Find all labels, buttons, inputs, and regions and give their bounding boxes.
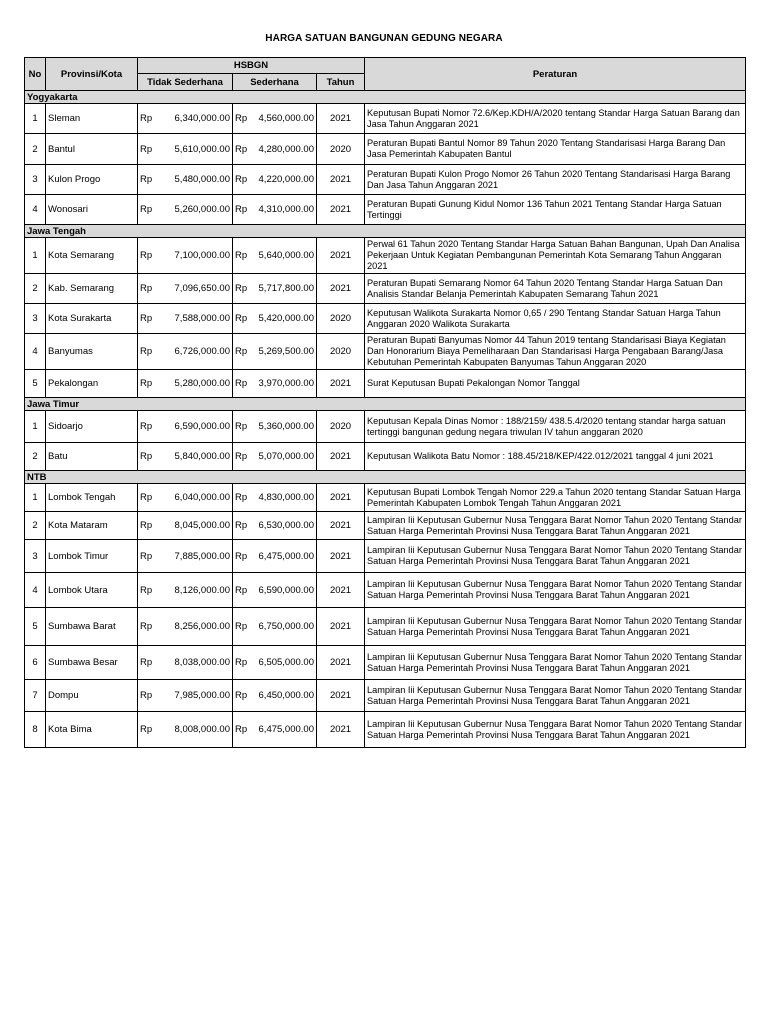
city-cell: Sumbawa Barat [46, 608, 138, 646]
year-cell: 2020 [317, 334, 365, 370]
regulation-cell: Lampiran Iii Keputusan Gubernur Nusa Tenggara Barat Nomor Tahun 2020 Tentang Standar Satuan Harga Pemerintah Provinsi Nusa Tenggara Barat Tahun Anggaran 2021 [365, 712, 746, 748]
city-cell: Sumbawa Besar [46, 646, 138, 680]
tidak-sederhana-value: 7,588,000.00 [157, 304, 233, 334]
header-hsbgn: HSBGN [138, 58, 365, 74]
currency-label: Rp [138, 134, 157, 165]
year-cell: 2021 [317, 573, 365, 608]
group-row [25, 225, 746, 238]
currency-label: Rp [233, 540, 253, 573]
sederhana-value: 6,530,000.00 [253, 512, 317, 540]
table-row [25, 712, 746, 748]
table-row [25, 411, 746, 443]
regulation-cell: Peraturan Bupati Bantul Nomor 89 Tahun 2020 Tentang Standarisasi Harga Barang Dan Jasa Pemerintah Kabupaten Bantul [365, 134, 746, 165]
currency-label: Rp [233, 274, 253, 304]
header-row-top [25, 58, 746, 74]
currency-label: Rp [138, 712, 157, 748]
sederhana-value: 4,220,000.00 [253, 165, 317, 195]
city-cell: Sleman [46, 104, 138, 134]
currency-label: Rp [138, 512, 157, 540]
table-row [25, 165, 746, 195]
table-row [25, 573, 746, 608]
table-row [25, 334, 746, 370]
row-number: 2 [25, 274, 46, 304]
regulation-cell: Lampiran Iii Keputusan Gubernur Nusa Tenggara Barat Nomor Tahun 2020 Tentang Standar Satuan Harga Pemerintah Provinsi Nusa Tenggara Barat Tahun Anggaran 2021 [365, 608, 746, 646]
city-cell: Wonosari [46, 195, 138, 225]
city-cell: Batu [46, 443, 138, 471]
currency-label: Rp [138, 443, 157, 471]
group-row [25, 91, 746, 104]
row-number: 1 [25, 484, 46, 512]
year-cell: 2020 [317, 411, 365, 443]
currency-label: Rp [233, 165, 253, 195]
header-provinsi: Provinsi/Kota [46, 58, 138, 91]
year-cell: 2021 [317, 165, 365, 195]
table-body [25, 91, 746, 748]
sederhana-value: 4,830,000.00 [253, 484, 317, 512]
currency-label: Rp [233, 646, 253, 680]
table-row [25, 540, 746, 573]
row-number: 4 [25, 334, 46, 370]
row-number: 2 [25, 443, 46, 471]
tidak-sederhana-value: 7,100,000.00 [157, 238, 233, 274]
tidak-sederhana-value: 5,280,000.00 [157, 370, 233, 398]
currency-label: Rp [233, 608, 253, 646]
year-cell: 2021 [317, 104, 365, 134]
currency-label: Rp [138, 274, 157, 304]
currency-label: Rp [233, 512, 253, 540]
regulation-cell: Keputusan Bupati Lombok Tengah Nomor 229.a Tahun 2020 tentang Standar Satuan Harga Pemerintah Kabupaten Lombok Tengah Tahun Anggaran 2021 [365, 484, 746, 512]
currency-label: Rp [233, 411, 253, 443]
tidak-sederhana-value: 7,985,000.00 [157, 680, 233, 712]
year-cell: 2021 [317, 712, 365, 748]
tidak-sederhana-value: 5,840,000.00 [157, 443, 233, 471]
sederhana-value: 6,505,000.00 [253, 646, 317, 680]
year-cell: 2021 [317, 646, 365, 680]
currency-label: Rp [233, 195, 253, 225]
regulation-cell: Lampiran Iii Keputusan Gubernur Nusa Tenggara Barat Nomor Tahun 2020 Tentang Standar Satuan Harga Pemerintah Provinsi Nusa Tenggara Barat Tahun Anggaran 2021 [365, 540, 746, 573]
tidak-sederhana-value: 5,260,000.00 [157, 195, 233, 225]
table-row [25, 134, 746, 165]
sederhana-value: 5,360,000.00 [253, 411, 317, 443]
sederhana-value: 6,750,000.00 [253, 608, 317, 646]
table-row [25, 274, 746, 304]
table-row [25, 443, 746, 471]
row-number: 3 [25, 540, 46, 573]
table-row [25, 104, 746, 134]
year-cell: 2021 [317, 484, 365, 512]
sederhana-value: 6,450,000.00 [253, 680, 317, 712]
regulation-cell: Perwal 61 Tahun 2020 Tentang Standar Harga Satuan Bahan Bangunan, Upah Dan Analisa Pekerjaan Untuk Kegiatan Pembangunan Pemerintah Kota Semarang Tahun Anggaran 2021 [365, 238, 746, 274]
tidak-sederhana-value: 8,045,000.00 [157, 512, 233, 540]
table-row [25, 484, 746, 512]
table-row [25, 646, 746, 680]
regulation-cell: Lampiran Iii Keputusan Gubernur Nusa Tenggara Barat Nomor Tahun 2020 Tentang Standar Satuan Harga Pemerintah Provinsi Nusa Tenggara Barat Tahun Anggaran 2021 [365, 680, 746, 712]
table-row [25, 608, 746, 646]
currency-label: Rp [233, 443, 253, 471]
regulation-cell: Lampiran Iii Keputusan Gubernur Nusa Tenggara Barat Nomor Tahun 2020 Tentang Standar Satuan Harga Pemerintah Provinsi Nusa Tenggara Barat Tahun Anggaran 2021 [365, 646, 746, 680]
currency-label: Rp [138, 540, 157, 573]
city-cell: Lombok Timur [46, 540, 138, 573]
regulation-cell: Peraturan Bupati Gunung Kidul Nomor 136 Tahun 2021 Tentang Standar Harga Satuan Tertinggi [365, 195, 746, 225]
sederhana-value: 5,269,500.00 [253, 334, 317, 370]
header-sederhana: Sederhana [233, 74, 317, 91]
sederhana-value: 4,310,000.00 [253, 195, 317, 225]
year-cell: 2021 [317, 370, 365, 398]
city-cell: Banyumas [46, 334, 138, 370]
header-no: No [25, 58, 46, 91]
row-number: 2 [25, 134, 46, 165]
regulation-cell: Keputusan Walikota Batu Nomor : 188.45/218/KEP/422.012/2021 tanggal 4 juni 2021 [365, 443, 746, 471]
group-row [25, 398, 746, 411]
group-label: Jawa Timur [25, 398, 746, 411]
row-number: 4 [25, 195, 46, 225]
city-cell: Kab. Semarang [46, 274, 138, 304]
currency-label: Rp [233, 370, 253, 398]
city-cell: Sidoarjo [46, 411, 138, 443]
tidak-sederhana-value: 5,610,000.00 [157, 134, 233, 165]
sederhana-value: 5,717,800.00 [253, 274, 317, 304]
city-cell: Kota Mataram [46, 512, 138, 540]
currency-label: Rp [233, 134, 253, 165]
price-table [24, 57, 746, 748]
tidak-sederhana-value: 7,885,000.00 [157, 540, 233, 573]
row-number: 3 [25, 165, 46, 195]
year-cell: 2021 [317, 512, 365, 540]
currency-label: Rp [138, 411, 157, 443]
header-tahun: Tahun [317, 74, 365, 91]
sederhana-value: 6,590,000.00 [253, 573, 317, 608]
currency-label: Rp [138, 238, 157, 274]
tidak-sederhana-value: 7,096,650.00 [157, 274, 233, 304]
currency-label: Rp [233, 304, 253, 334]
currency-label: Rp [138, 646, 157, 680]
currency-label: Rp [138, 484, 157, 512]
header-tidak-sederhana: Tidak Sederhana [138, 74, 233, 91]
row-number: 7 [25, 680, 46, 712]
row-number: 1 [25, 238, 46, 274]
sederhana-value: 4,560,000.00 [253, 104, 317, 134]
group-label: NTB [25, 471, 746, 484]
year-cell: 2020 [317, 304, 365, 334]
regulation-cell: Keputusan Bupati Nomor 72.6/Kep.KDH/A/2020 tentang Standar Harga Satuan Barang dan Jasa Tahun Anggaran 2021 [365, 104, 746, 134]
sederhana-value: 3,970,000.00 [253, 370, 317, 398]
currency-label: Rp [233, 573, 253, 608]
sederhana-value: 4,280,000.00 [253, 134, 317, 165]
regulation-cell: Lampiran Iii Keputusan Gubernur Nusa Tenggara Barat Nomor Tahun 2020 Tentang Standar Satuan Harga Pemerintah Provinsi Nusa Tenggara Barat Tahun Anggaran 2021 [365, 512, 746, 540]
currency-label: Rp [138, 165, 157, 195]
tidak-sederhana-value: 6,340,000.00 [157, 104, 233, 134]
year-cell: 2021 [317, 680, 365, 712]
currency-label: Rp [233, 334, 253, 370]
year-cell: 2021 [317, 443, 365, 471]
city-cell: Kota Bima [46, 712, 138, 748]
year-cell: 2021 [317, 540, 365, 573]
city-cell: Lombok Tengah [46, 484, 138, 512]
year-cell: 2020 [317, 134, 365, 165]
year-cell: 2021 [317, 274, 365, 304]
row-number: 1 [25, 411, 46, 443]
sederhana-value: 5,420,000.00 [253, 304, 317, 334]
row-number: 2 [25, 512, 46, 540]
city-cell: Pekalongan [46, 370, 138, 398]
tidak-sederhana-value: 6,590,000.00 [157, 411, 233, 443]
row-number: 8 [25, 712, 46, 748]
city-cell: Lombok Utara [46, 573, 138, 608]
regulation-cell: Peraturan Bupati Semarang Nomor 64 Tahun 2020 Tentang Standar Harga Satuan Dan Analisis Standar Belanja Pemerintah Kabupaten Semarang Tahun 2021 [365, 274, 746, 304]
table-row [25, 195, 746, 225]
city-cell: Bantul [46, 134, 138, 165]
currency-label: Rp [138, 334, 157, 370]
row-number: 5 [25, 608, 46, 646]
city-cell: Dompu [46, 680, 138, 712]
group-label: Yogyakarta [25, 91, 746, 104]
currency-label: Rp [138, 104, 157, 134]
regulation-cell: Keputusan Kepala Dinas Nomor : 188/2159/ 438.5.4/2020 tentang standar harga satuan tertinggi bangunan gedung negara triwulan IV tahun anggaran 2020 [365, 411, 746, 443]
city-cell: Kulon Progo [46, 165, 138, 195]
regulation-cell: Lampiran Iii Keputusan Gubernur Nusa Tenggara Barat Nomor Tahun 2020 Tentang Standar Satuan Harga Pemerintah Provinsi Nusa Tenggara Barat Tahun Anggaran 2021 [365, 573, 746, 608]
group-label: Jawa Tengah [25, 225, 746, 238]
tidak-sederhana-value: 6,040,000.00 [157, 484, 233, 512]
currency-label: Rp [138, 608, 157, 646]
sederhana-value: 6,475,000.00 [253, 712, 317, 748]
currency-label: Rp [233, 680, 253, 712]
city-cell: Kota Surakarta [46, 304, 138, 334]
sederhana-value: 6,475,000.00 [253, 540, 317, 573]
currency-label: Rp [138, 370, 157, 398]
document-title: HARGA SATUAN BANGUNAN GEDUNG NEGARA [265, 33, 503, 44]
tidak-sederhana-value: 8,256,000.00 [157, 608, 233, 646]
year-cell: 2021 [317, 238, 365, 274]
currency-label: Rp [233, 238, 253, 274]
row-number: 4 [25, 573, 46, 608]
currency-label: Rp [138, 304, 157, 334]
table-row [25, 238, 746, 274]
regulation-cell: Surat Keputusan Bupati Pekalongan Nomor Tanggal [365, 370, 746, 398]
currency-label: Rp [138, 680, 157, 712]
currency-label: Rp [233, 104, 253, 134]
sederhana-value: 5,070,000.00 [253, 443, 317, 471]
row-number: 1 [25, 104, 46, 134]
row-number: 6 [25, 646, 46, 680]
city-cell: Kota Semarang [46, 238, 138, 274]
row-number: 5 [25, 370, 46, 398]
tidak-sederhana-value: 8,008,000.00 [157, 712, 233, 748]
row-number: 3 [25, 304, 46, 334]
regulation-cell: Keputusan Walikota Surakarta Nomor 0,65 / 290 Tentang Standar Satuan Harga Tahun Anggaran 2020 Walikota Surakarta [365, 304, 746, 334]
table-row [25, 370, 746, 398]
tidak-sederhana-value: 5,480,000.00 [157, 165, 233, 195]
regulation-cell: Peraturan Bupati Banyumas Nomor 44 Tahun 2019 tentang Standarisasi Biaya Kegiatan Dan Honorarium Biaya Pemeliharaan Dan Standarisasi Harga Pengabaan Barang/Jasa Kebutuhan Pemerintah Kabupaten Banyumas Tahun Anggaran 2020 [365, 334, 746, 370]
table-row [25, 304, 746, 334]
currency-label: Rp [138, 195, 157, 225]
year-cell: 2021 [317, 608, 365, 646]
sederhana-value: 5,640,000.00 [253, 238, 317, 274]
table-row [25, 680, 746, 712]
tidak-sederhana-value: 8,038,000.00 [157, 646, 233, 680]
tidak-sederhana-value: 6,726,000.00 [157, 334, 233, 370]
currency-label: Rp [233, 484, 253, 512]
group-row [25, 471, 746, 484]
tidak-sederhana-value: 8,126,000.00 [157, 573, 233, 608]
year-cell: 2021 [317, 195, 365, 225]
header-peraturan: Peraturan [365, 58, 746, 91]
currency-label: Rp [233, 712, 253, 748]
table-row [25, 512, 746, 540]
regulation-cell: Peraturan Bupati Kulon Progo Nomor 26 Tahun 2020 Tentang Standarisasi Harga Barang Dan Jasa Tahun Anggaran 2021 [365, 165, 746, 195]
currency-label: Rp [138, 573, 157, 608]
